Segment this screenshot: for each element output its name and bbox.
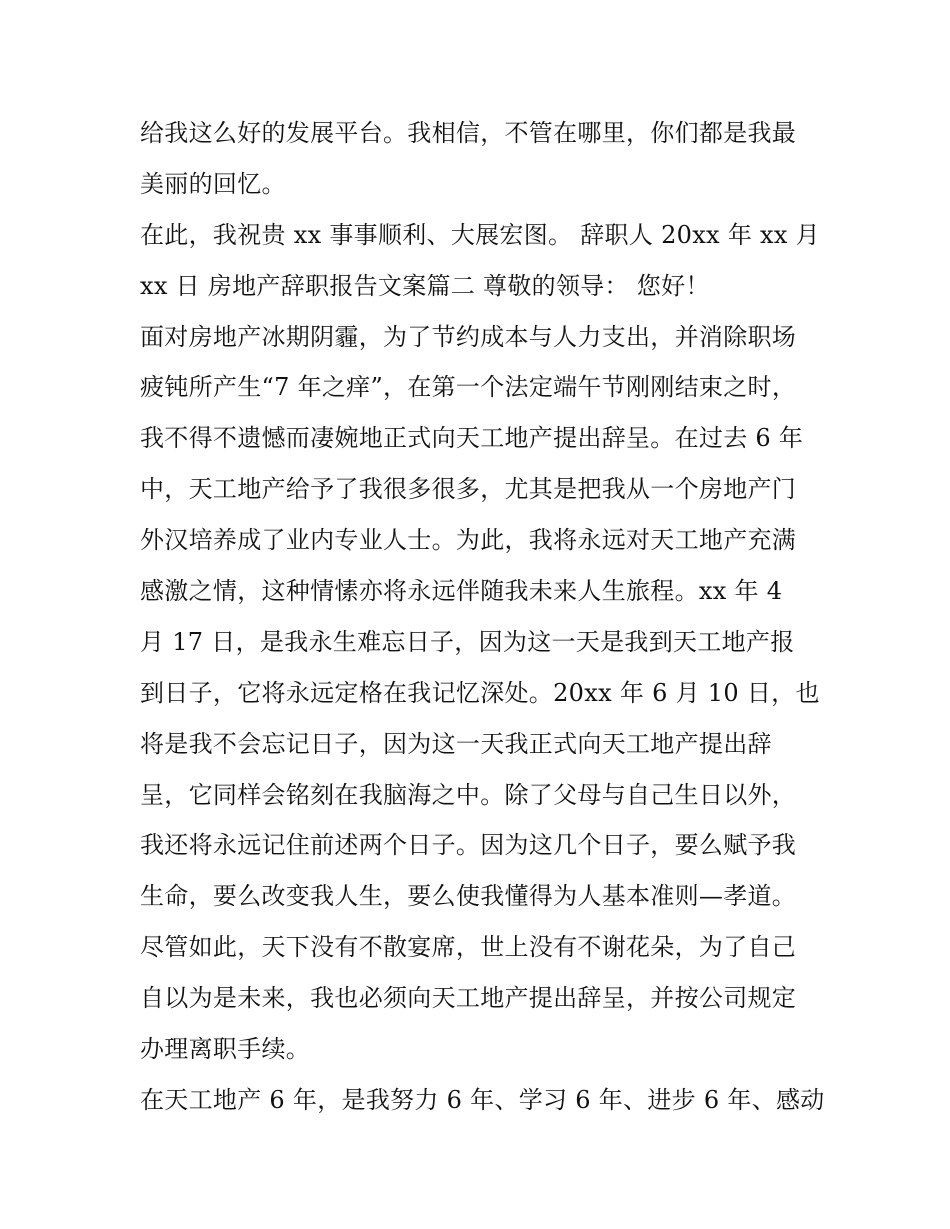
text-line: 月 17 日，是我永生难忘日子，因为这一天是我到天工地产报: [140, 627, 795, 656]
text-line: 在天工地产 6 年，是我努力 6 年、学习 6 年、进步 6 年、感动: [140, 1085, 825, 1114]
text-line: 在此，我祝贵 xx 事事顺利、大展宏图。 辞职人 20xx 年 xx 月: [140, 220, 820, 249]
text-line: 外汉培养成了业内专业人士。为此，我将永远对天工地产充满: [140, 526, 797, 555]
text-line: 面对房地产冰期阴霾，为了节约成本与人力支出，并消除职场: [140, 322, 797, 351]
text-line: 办理离职手续。: [140, 1035, 311, 1064]
text-line: 将是我不会忘记日子，因为这一天我正式向天工地产提出辞: [140, 729, 772, 758]
text-line: 生命，要么改变我人生，要么使我懂得为人基本准则—孝道。: [140, 882, 797, 911]
text-line: 到日子，它将永远定格在我记忆深处。20xx 年 6 月 10 日，也: [140, 678, 820, 707]
text-line: xx 日 房地产辞职报告文案篇二 尊敬的领导： 您好！: [140, 271, 710, 300]
text-line: 尽管如此，天下没有不散宴席，世上没有不谢花朵，为了自己: [140, 933, 797, 962]
text-line: 疲钝所产生“7 年之痒”，在第一个法定端午节刚刚结束之时，: [140, 373, 797, 402]
text-line: 自以为是未来，我也必须向天工地产提出辞呈，并按公司规定: [140, 984, 797, 1013]
text-line: 呈，它同样会铭刻在我脑海之中。除了父母与自己生日以外，: [140, 780, 797, 809]
text-line: 感激之情，这种情愫亦将永远伴随我未来人生旅程。xx 年 4: [140, 577, 783, 606]
text-line: 给我这么好的发展平台。我相信，不管在哪里，你们都是我最: [140, 119, 797, 147]
document-text-body: [140, 108, 830, 1126]
text-line: 美丽的回忆。: [140, 169, 286, 198]
text-line: 我不得不遗憾而凄婉地正式向天工地产提出辞呈。在过去 6 年: [140, 424, 804, 453]
text-line: 中，天工地产给予了我很多很多，尤其是把我从一个房地产门: [140, 475, 797, 504]
text-line: 我还将永远记住前述两个日子。因为这几个日子，要么赋予我: [140, 831, 797, 860]
